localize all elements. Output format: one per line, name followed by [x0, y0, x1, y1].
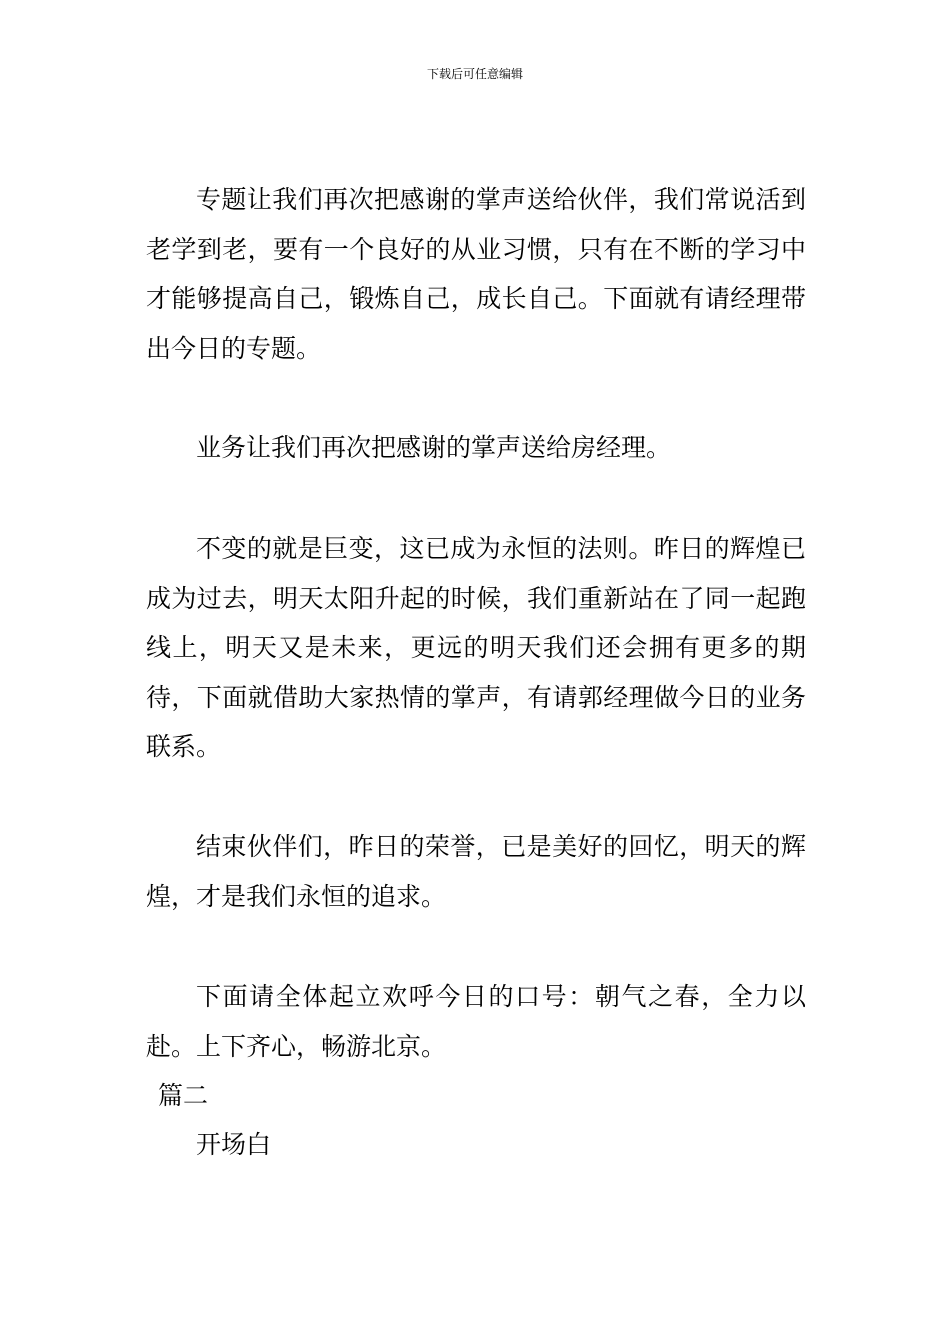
paragraph-change: 不变的就是巨变，这已成为永恒的法则。昨日的辉煌已成为过去，明天太阳升起的时候，我们重新站在了同一起跑线上，明天又是未来，更远的明天我们还会拥有更多的期待，下面就借助大家热情的掌声，有请郭经理做今日的业务联系。 — [146, 534, 806, 761]
paragraph-business: 业务让我们再次把感谢的掌声送给房经理。 — [196, 433, 672, 462]
section-title: 篇二 — [158, 1081, 209, 1110]
paragraph-topic: 专题让我们再次把感谢的掌声送给伙伴，我们常说活到老学到老，要有一个良好的从业习惯，只有在不断的学习中才能够提高自己，锻炼自己，成长自己。下面就有请经理带出今日的专题。 — [146, 185, 806, 363]
header-note: 下载后可任意编辑 — [426, 67, 523, 81]
section-subheading: 开场白 — [196, 1130, 272, 1159]
paragraph-slogan: 下面请全体起立欢呼今日的口号：朝气之春，全力以赴。上下齐心，畅游北京。 — [146, 982, 806, 1061]
paragraph-closing: 结束伙伴们，昨日的荣誉，已是美好的回忆，明天的辉煌，才是我们永恒的追求。 — [146, 832, 806, 911]
